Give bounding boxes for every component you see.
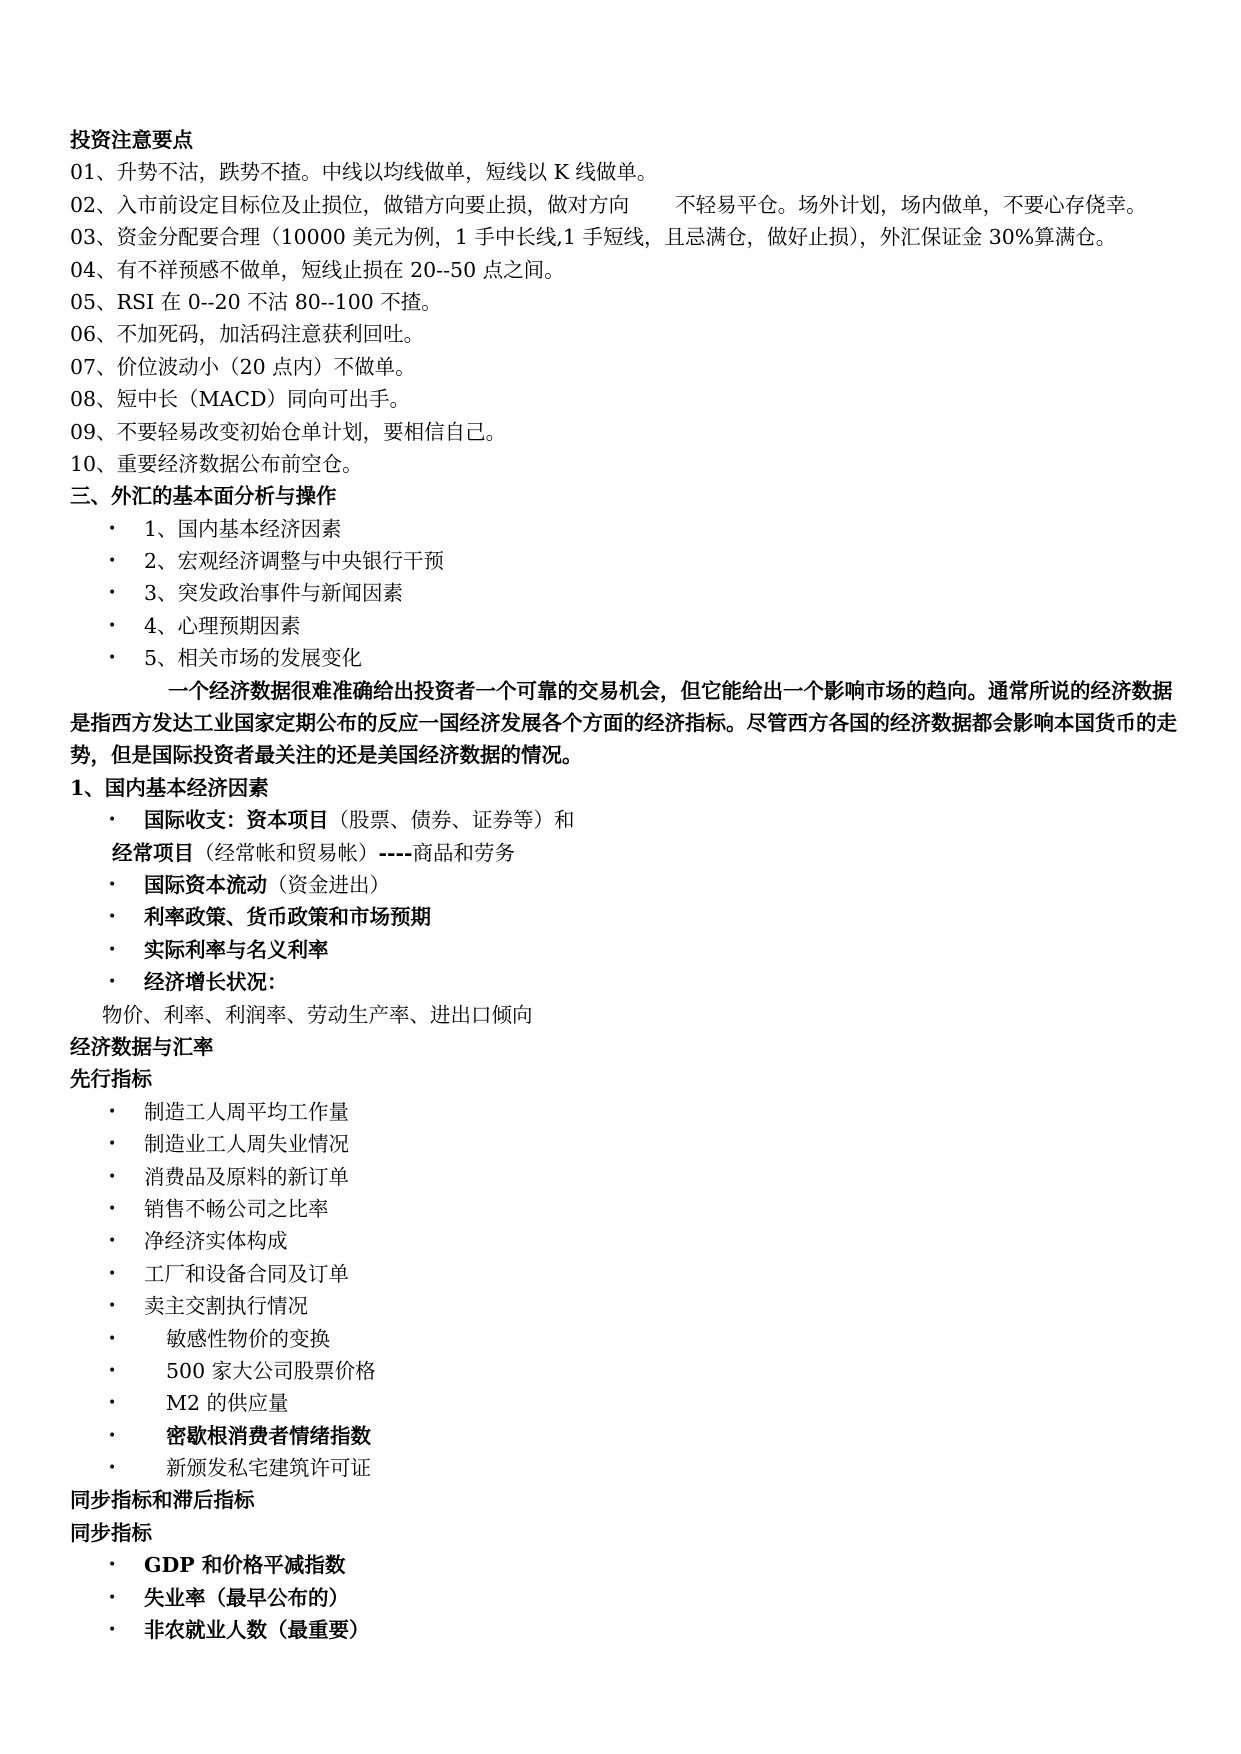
rule-05: 05、RSI 在 0--20 不沽 80--100 不揸。 (70, 289, 442, 314)
list-item: • 失业率（最早公布的） (70, 1582, 1200, 1614)
bullet-icon: • (108, 520, 117, 537)
coincident-heading: 同步指标 (70, 1520, 152, 1545)
current-account-line: 经常项目（经常帐和贸易帐）----商品和劳务 (112, 840, 516, 865)
domestic-heading: 1、国内基本经济因素 (70, 775, 269, 800)
list-item: • 消费品及原料的新订单 (70, 1161, 1200, 1193)
list-item: • 工厂和设备合同及订单 (70, 1258, 1200, 1290)
list-item: • 销售不畅公司之比率 (70, 1193, 1200, 1225)
bullet-icon: • (108, 941, 117, 958)
rule-04: 04、有不祥预感不做单，短线止损在 20--50 点之间。 (70, 257, 565, 282)
list-item: • 制造业工人周失业情况 (70, 1128, 1200, 1160)
coincident-lagging-heading: 同步指标和滞后指标 (70, 1488, 255, 1513)
document-page (70, 124, 1200, 1646)
bullet-icon: • (108, 1298, 117, 1315)
list-item: • 制造工人周平均工作量 (70, 1096, 1200, 1128)
bullet-icon: • (108, 1200, 117, 1217)
rule-02-head: 02、入市前设定目标位及止损位，做错方向要止损，做对方向 (70, 192, 630, 217)
list-item: • 敏感性物价的变换 (70, 1323, 1200, 1355)
page-title: 投资注意要点 (70, 128, 193, 152)
list-item: • 净经济实体构成 (70, 1225, 1200, 1257)
balance-bold: 国际收支：资本项目 (144, 808, 329, 833)
list-item: • 新颁发私宅建筑许可证 (70, 1452, 1200, 1484)
list-item: • 1、国内基本经济因素 (70, 513, 1200, 545)
bullet-icon: • (108, 1103, 117, 1120)
bullet-icon: • (108, 617, 117, 634)
bullet-icon: • (108, 1622, 117, 1639)
rule-01: 01、升势不沽，跌势不揸。中线以均线做单，短线以 K 线做单。 (70, 160, 658, 185)
section-3-paragraph: 一个经济数据很难准确给出投资者一个可靠的交易机会，但它能给出一个影响市场的趋向。通常所说的经济数据是指西方发达工业国家定期公布的反应一国经济发展各个方面的经济指标。尽管西方各国的经济数据都会影响本国货币的走势，但是国际投资者最关注的还是美国经济数据的情况。 (70, 678, 1177, 768)
bullet-icon: • (108, 812, 117, 829)
bullet-icon: • (108, 1557, 117, 1574)
rule-06: 06、不加死码，加活码注意获利回吐。 (70, 322, 425, 347)
bullet-icon: • (108, 585, 117, 602)
list-item: • 4、心理预期因素 (70, 610, 1200, 642)
bullet-icon: • (108, 650, 117, 667)
growth-detail: 物价、利率、利润率、劳动生产率、进出口倾向 (102, 1002, 533, 1027)
rule-08: 08、短中长（MACD）同向可出手。 (70, 387, 411, 412)
list-item: • 实际利率与名义利率 (70, 934, 1200, 966)
list-item: • 5、相关市场的发展变化 (70, 642, 1200, 674)
list-item: • 密歇根消费者情绪指数 (70, 1420, 1200, 1452)
bullet-icon: • (108, 1330, 117, 1347)
rule-02 (70, 189, 1200, 221)
list-item: • 3、突发政治事件与新闻因素 (70, 577, 1200, 609)
list-item: • 非农就业人数（最重要） (70, 1614, 1200, 1646)
list-item: • 卖主交割执行情况 (70, 1290, 1200, 1322)
bullet-icon: • (108, 1168, 117, 1185)
list-item: • 2、宏观经济调整与中央银行干预 (70, 545, 1200, 577)
balance-normal: （股票、债券、证券等）和 (328, 808, 575, 833)
leading-heading: 先行指标 (70, 1067, 152, 1092)
bullet-icon: • (108, 974, 117, 991)
list-item: • 500 家大公司股票价格 (70, 1355, 1200, 1387)
bullet-icon: • (108, 1265, 117, 1282)
list-item: • 利率政策、货币政策和市场预期 (70, 901, 1200, 933)
bullet-icon: • (108, 1233, 117, 1250)
list-item: • GDP 和价格平减指数 (70, 1549, 1200, 1581)
list-item: • 国际资本流动（资金进出） (70, 869, 1200, 901)
bullet-icon: • (108, 553, 117, 570)
list-item: • 经济增长状况： (70, 966, 1200, 998)
bullet-icon: • (108, 1427, 117, 1444)
bullet-icon: • (108, 877, 117, 894)
econ-data-heading: 经济数据与汇率 (70, 1034, 214, 1059)
bullet-icon: • (108, 1460, 117, 1477)
rule-07: 07、价位波动小（20 点内）不做单。 (70, 354, 416, 379)
rule-03: 03、资金分配要合理（10000 美元为例，1 手中长线,1 手短线，且忌满仓，做好止损），外汇保证金 30%算满仓。 (70, 225, 1117, 250)
bullet-icon: • (108, 1395, 117, 1412)
bullet-icon: • (108, 1136, 117, 1153)
list-item (70, 804, 1200, 836)
rule-10: 10、重要经济数据公布前空仓。 (70, 451, 363, 476)
bullet-icon: • (108, 909, 117, 926)
list-item: • M2 的供应量 (70, 1387, 1200, 1419)
rule-02-tail: 不轻易平仓。场外计划，场内做单，不要心存侥幸。 (675, 192, 1147, 217)
rule-09: 09、不要轻易改变初始仓单计划，要相信自己。 (70, 419, 507, 444)
bullet-icon: • (108, 1362, 117, 1379)
section-3-heading: 三、外汇的基本面分析与操作 (70, 484, 337, 509)
bullet-icon: • (108, 1589, 117, 1606)
